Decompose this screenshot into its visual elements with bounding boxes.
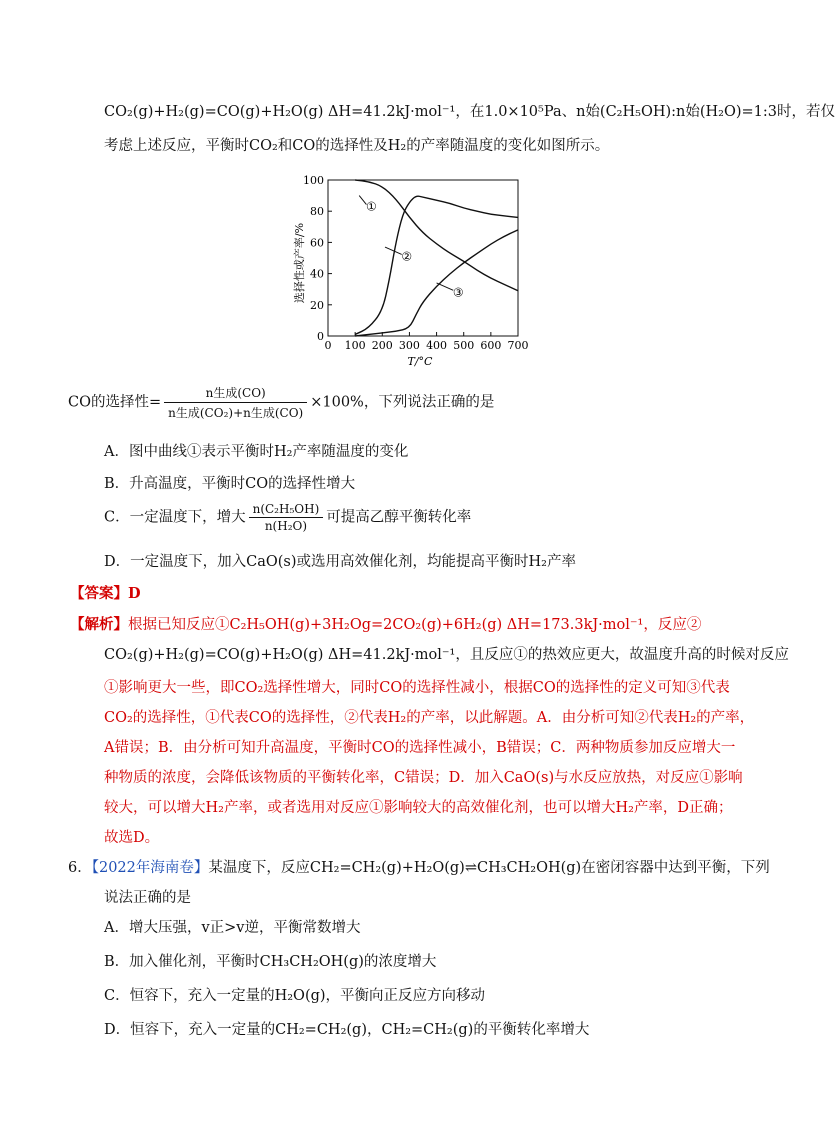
- analysis-label: 【解析】: [70, 616, 128, 633]
- q6-option-a: A．增大压强，v正>v逆，平衡常数增大: [104, 920, 361, 936]
- x-tick-label: 300: [398, 339, 420, 352]
- curve-label-1: ①: [366, 199, 377, 214]
- x-tick-label: 200: [371, 339, 393, 352]
- y-tick-label: 60: [310, 236, 324, 250]
- series-line-2: [355, 196, 518, 334]
- chart-series: [355, 180, 518, 336]
- chart-curve-labels: [359, 196, 463, 300]
- analysis-line-5: A错误；B．由分析可知升高温度，平衡时CO的选择性减小，B错误；C．两种物质参加反应增大一: [104, 740, 736, 756]
- answer-label: 【答案】: [70, 585, 128, 602]
- x-tick-label: 0: [324, 339, 332, 352]
- co-selectivity-definition: [68, 384, 494, 421]
- intro-equation: CO₂(g)+H₂(g)=CO(g)+H₂O(g) ΔH=41.2kJ·mol⁻¹，在1.0×10⁵Pa、: [104, 104, 577, 120]
- x-tick-label: 100: [344, 339, 366, 352]
- definition-denominator: n生成(CO₂)+n生成(CO): [168, 406, 304, 420]
- answer-value: D: [128, 585, 141, 602]
- selectivity-yield-chart: [290, 168, 530, 368]
- x-tick-label: 500: [453, 339, 475, 352]
- analysis-line-4: CO₂的选择性，①代表CO的选择性，②代表H₂的产率，以此解题。A．由分析可知②代表H₂的产率，: [104, 710, 755, 726]
- q6-option-c: C．恒容下，充入一定量的H₂O(g)，平衡向正反应方向移动: [104, 988, 486, 1004]
- answer-line: [70, 582, 141, 603]
- q6-option-d: D．恒容下，充入一定量的CH₂=CH₂(g)，CH₂=CH₂(g)的平衡转化率增大: [104, 1022, 590, 1038]
- x-tick-label: 400: [426, 339, 448, 352]
- analysis-line-7: 较大，可以增大H₂产率，或者选用对反应①影响较大的高效催化剂，也可以增大H₂产率，D正确；: [104, 800, 733, 816]
- option-d: D．一定温度下，加入CaO(s)或选用高效催化剂，均能提高平衡时H₂产率: [104, 554, 576, 570]
- definition-numerator: n生成(CO): [164, 384, 307, 403]
- intro-line-2: 考虑上述反应，平衡时CO₂和CO的选择性及H₂的产率随温度的变化如图所示。: [104, 138, 610, 154]
- q6-stem-line-1: [68, 856, 770, 877]
- intro-line-1: [104, 100, 835, 121]
- q6-number: 6．: [68, 860, 92, 876]
- y-tick-label: 40: [310, 267, 324, 281]
- plot-frame: [328, 180, 518, 336]
- option-a: A．图中曲线①表示平衡时H₂产率随温度的变化: [104, 444, 409, 460]
- series-line-1: [355, 180, 518, 291]
- y-tick-label: 100: [303, 174, 324, 187]
- q6-option-b: B．加入催化剂，平衡时CH₃CH₂OH(g)的浓度增大: [104, 954, 437, 970]
- curve-label-leader: [437, 283, 454, 290]
- analysis-text-2: CO₂(g)+H₂(g)=CO(g)+H₂O(g) ΔH=41.2kJ·mol⁻¹，且反应①的热效应更大，故温度升高的时候对反应: [104, 647, 789, 663]
- option-c-denominator: n(H₂O): [264, 519, 308, 533]
- chart-ticks: [303, 174, 529, 352]
- y-tick-label: 0: [317, 330, 324, 343]
- definition-fraction: [164, 384, 307, 421]
- curve-label-2: ②: [401, 249, 413, 264]
- analysis-line-2: [104, 643, 789, 664]
- q6-stem-line-2: 说法正确的是: [104, 890, 191, 906]
- option-c-fraction: [249, 502, 324, 533]
- option-c-tail: 可提高乙醇平衡转化率: [326, 509, 472, 526]
- curve-label-3: ③: [452, 285, 464, 300]
- y-axis-label: 选择性或产率/%: [293, 222, 306, 304]
- x-axis-label: T/°C: [407, 355, 433, 368]
- option-c-numerator: n(C₂H₅OH): [249, 502, 324, 518]
- q6-source: 【2022年海南卷】: [91, 860, 209, 876]
- analysis-text-1: 根据已知反应①C₂H₅OH(g)+3H₂Og=2CO₂(g)+6H₂(g) ΔH=173.3kJ·mol⁻¹，反应②: [128, 617, 702, 633]
- definition-suffix: ×100%，下列说法正确的是: [310, 394, 495, 411]
- option-c: [104, 502, 471, 533]
- x-tick-label: 700: [507, 339, 529, 352]
- analysis-line-6: 种物质的浓度，会降低该物质的平衡转化率，C错误；D．加入CaO(s)与水反应放热，对反应①影响: [104, 770, 743, 786]
- option-b: B．升高温度，平衡时CO的选择性增大: [104, 476, 356, 492]
- x-tick-label: 600: [480, 339, 502, 352]
- y-tick-label: 20: [310, 298, 324, 312]
- q6-stem-1: 某温度下，反应CH₂=CH₂(g)+H₂O(g)⇌CH₃CH₂OH(g)在密闭容器中达到平衡，下列: [208, 860, 770, 876]
- analysis-line-8: 故选D。: [104, 830, 160, 846]
- analysis-line-3: ①影响更大一些，即CO₂选择性增大，同时CO的选择性减小，根据CO的选择性的定义可知③代表: [104, 680, 730, 696]
- intro-ratio: n始(C₂H₅OH):n始(H₂O)=1:3时，若仅: [576, 104, 835, 120]
- analysis-line-1: [70, 613, 701, 634]
- option-c-text: C．一定温度下，增大: [104, 509, 246, 526]
- definition-prefix: CO的选择性=: [68, 394, 162, 411]
- series-line-3: [355, 230, 518, 336]
- chart-axes: [328, 180, 518, 336]
- y-tick-label: 80: [310, 205, 324, 219]
